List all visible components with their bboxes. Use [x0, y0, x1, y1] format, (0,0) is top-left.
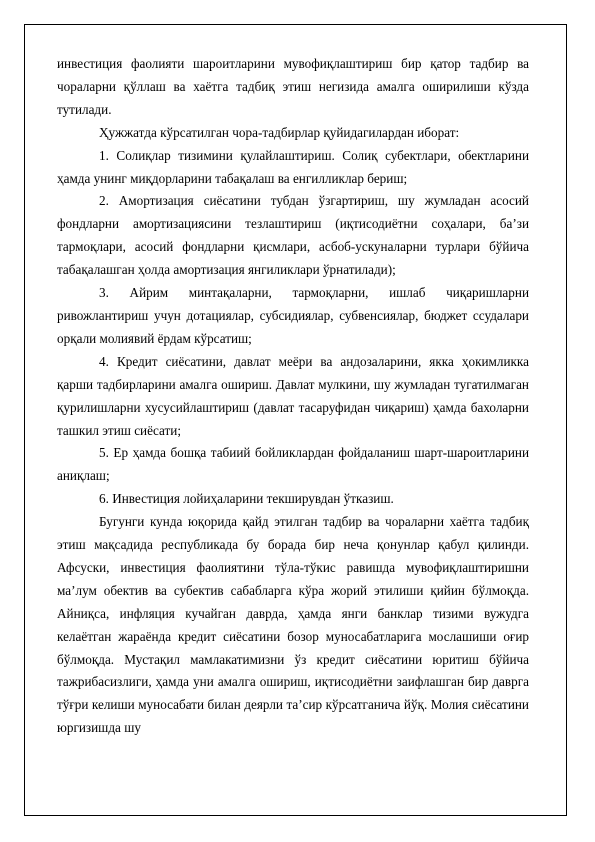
- paragraph-item-2: 2. Амортизация сиёсатини тубдан ўзгартириш, шу жумладан асосий фондларни амортизациясини тезлаштириш (иқтисодиётни соҳалари, ба’зи тармоқлари, асосий фондларни қисмлари, асбоб-ускуналарни турлари бўйича табақалашган ҳолда амортизация янгиликлари ўрнатилади);: [57, 193, 529, 278]
- document-body: [57, 53, 529, 740]
- paragraph-item-5: 5. Ер ҳамда бошқа табиий бойликлардан фойдаланиш шарт-шароитларини аниқлаш;: [57, 445, 529, 484]
- paragraph-measures-heading: Ҳужжатда кўрсатилган чора-тадбирлар қуйидагилардан иборат:: [99, 124, 460, 140]
- paragraph-item-4: 4. Кредит сиёсатини, давлат меёри ва андозаларини, якка ҳокимликка қарши тадбирларини амалга ошириш. Давлат мулкини, шу жумладан тугатилмаган қурилишларни хусусийлаштириш (давлат тасаруфидан чиқариш) ҳамда бахоларни ташкил этиш сиёсати;: [57, 353, 529, 438]
- paragraph-intro-continuation: инвестиция фаолияти шароитларини мувофиқлаштириш бир қатор тадбир ва чораларни қўллаш ва хаётга тадбиқ этиш негизида амалга оширилиши кўзда тутилади.: [57, 56, 529, 117]
- paragraph-item-1: 1. Солиқлар тизимини қулайлаштириш. Солиқ субектлари, обектларини ҳамда унинг миқдорларини табақалаш ва енгилликлар бериш;: [57, 147, 529, 186]
- paragraph-item-3: 3. Айрим минтақаларни, тармоқларни, ишлаб чиқаришларни ривожлантириш учун дотациялар, субсидиялар, субвенсиялар, бюджет ссудалари орқали молиявий ёрдам кўрсатиш;: [57, 285, 529, 346]
- paragraph-item-6: 6. Инвестиция лойиҳаларини текширувдан ўтказиш.: [99, 491, 394, 507]
- paragraph-today: Бугунги кунда юқорида қайд этилган тадбир ва чораларни хаётга тадбиқ этиш мақсадида республикада бу борада бир неча қонунлар қабул қилинди. Афсуски, инвестиция фаолиятини тўла-тўкис равишда мувофиқлаштиришни ма’лум обектив ва субектив сабабларга кўра жорий этилиши қийин бўлмоқда. Айниқса, инфляция кучайган даврда, ҳамда янги банклар тизими вужудга келаётган жараёнда кредит сиёсатини бозор муносабатларига мослашиши оғир бўлмоқда. Мустақил мамлакатимизни ўз кредит сиёсатини юритиш бўйича тажрибасизлиги, ҳамда уни амалга ошириш, иқтисодиётни заифлашган бир даврга тўғри келиши муносабати билан деярли та’сир кўрсатганича йўқ. Молия сиёсатини юргизишда шу: [57, 514, 529, 736]
